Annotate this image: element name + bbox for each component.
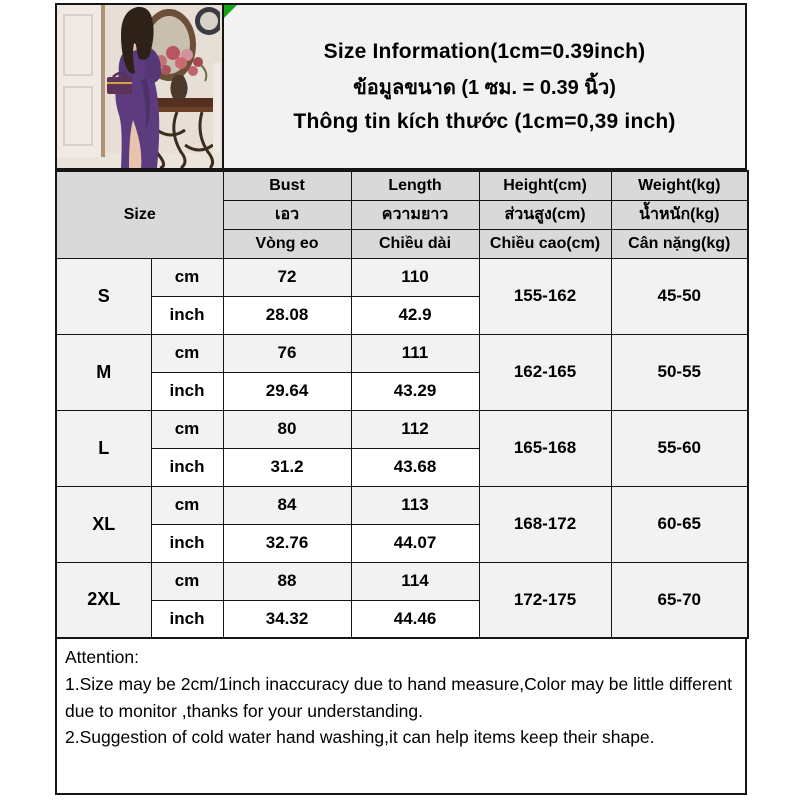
2xl-height: 172-175 <box>479 562 611 638</box>
m-weight: 50-55 <box>611 334 748 410</box>
col-height-vi: Chiều cao(cm) <box>479 229 611 258</box>
s-length-cm: 110 <box>351 258 479 296</box>
l-height: 165-168 <box>479 410 611 486</box>
door-frame <box>101 5 105 157</box>
xl-bust-inch: 32.76 <box>223 524 351 562</box>
xl-length-inch: 44.07 <box>351 524 479 562</box>
unit-inch: inch <box>151 600 223 638</box>
wall-clock-face <box>200 12 218 30</box>
xl-weight: 60-65 <box>611 486 748 562</box>
col-bust-th: เอว <box>223 200 351 229</box>
2xl-length-cm: 114 <box>351 562 479 600</box>
title-thai: ข้อมูลขนาด (1 ซม. = 0.39 นิ้ว) <box>353 76 616 99</box>
title-panel <box>222 3 747 170</box>
col-bust-vi: Vòng eo <box>223 229 351 258</box>
unit-inch: inch <box>151 524 223 562</box>
col-weight-en: Weight(kg) <box>611 171 748 200</box>
row-l-cm <box>56 410 748 448</box>
product-photo <box>55 3 222 170</box>
m-length-inch: 43.29 <box>351 372 479 410</box>
2xl-bust-inch: 34.32 <box>223 600 351 638</box>
row-s-cm <box>56 258 748 296</box>
size-m: M <box>56 334 151 410</box>
s-height: 155-162 <box>479 258 611 334</box>
s-length-inch: 42.9 <box>351 296 479 334</box>
attention-line-2: 2.Suggestion of cold water hand washing,it can help items keep their shape. <box>65 727 655 748</box>
2xl-length-inch: 44.46 <box>351 600 479 638</box>
s-bust-cm: 72 <box>223 258 351 296</box>
l-bust-inch: 31.2 <box>223 448 351 486</box>
unit-cm: cm <box>151 562 223 600</box>
header-row-en <box>56 171 748 200</box>
size-header: Size <box>56 171 223 258</box>
row-m-cm <box>56 334 748 372</box>
l-length-cm: 112 <box>351 410 479 448</box>
product-photo-illustration <box>57 5 220 168</box>
row-xl-cm <box>56 486 748 524</box>
unit-inch: inch <box>151 448 223 486</box>
wainscot <box>213 63 220 153</box>
xl-bust-cm: 84 <box>223 486 351 524</box>
row-2xl-cm <box>56 562 748 600</box>
unit-cm: cm <box>151 334 223 372</box>
unit-cm: cm <box>151 258 223 296</box>
m-height: 162-165 <box>479 334 611 410</box>
title-english: Size Information(1cm=0.39inch) <box>323 39 646 63</box>
size-xl: XL <box>56 486 151 562</box>
col-weight-vi: Cân nặng(kg) <box>611 229 748 258</box>
green-corner-marker-icon <box>224 5 237 18</box>
unit-inch: inch <box>151 296 223 334</box>
col-weight-th: น้ำหนัก(kg) <box>611 200 748 229</box>
l-bust-cm: 80 <box>223 410 351 448</box>
attention-notes <box>55 637 747 795</box>
col-length-th: ความยาว <box>351 200 479 229</box>
size-l: L <box>56 410 151 486</box>
m-bust-cm: 76 <box>223 334 351 372</box>
size-s: S <box>56 258 151 334</box>
col-height-th: ส่วนสูง(cm) <box>479 200 611 229</box>
l-weight: 55-60 <box>611 410 748 486</box>
m-length-cm: 111 <box>351 334 479 372</box>
xl-height: 168-172 <box>479 486 611 562</box>
top-row <box>55 3 747 170</box>
col-height-en: Height(cm) <box>479 171 611 200</box>
l-length-inch: 43.68 <box>351 448 479 486</box>
col-bust-en: Bust <box>223 171 351 200</box>
size-table <box>55 170 749 639</box>
attention-line-1: 1.Size may be 2cm/1inch inaccuracy due to hand measure,Color may be little different due to monitor ,thanks for your understanding. <box>65 673 732 721</box>
unit-cm: cm <box>151 486 223 524</box>
2xl-bust-cm: 88 <box>223 562 351 600</box>
title-vietnamese: Thông tin kích thước (1cm=0,39 inch) <box>293 109 676 133</box>
attention-heading: Attention: <box>65 647 139 667</box>
col-length-vi: Chiều dài <box>351 229 479 258</box>
unit-cm: cm <box>151 410 223 448</box>
m-bust-inch: 29.64 <box>223 372 351 410</box>
unit-inch: inch <box>151 372 223 410</box>
2xl-weight: 65-70 <box>611 562 748 638</box>
col-length-en: Length <box>351 171 479 200</box>
flower-vase <box>170 75 187 98</box>
s-bust-inch: 28.08 <box>223 296 351 334</box>
xl-length-cm: 113 <box>351 486 479 524</box>
size-2xl: 2XL <box>56 562 151 638</box>
s-weight: 45-50 <box>611 258 748 334</box>
